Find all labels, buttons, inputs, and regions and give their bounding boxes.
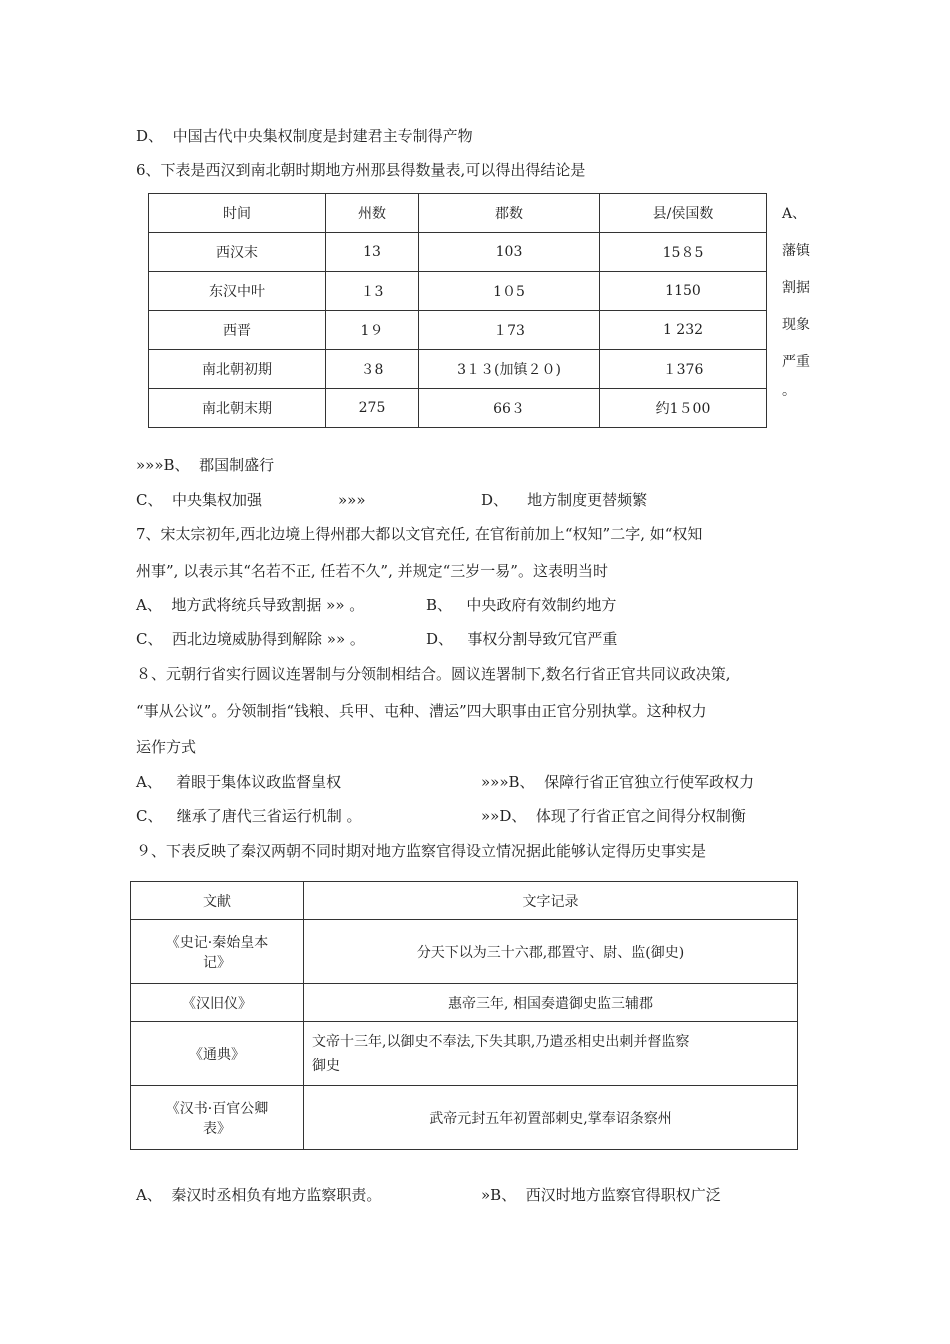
source-line: 记》: [203, 954, 231, 971]
cell: 西晋: [149, 311, 326, 350]
record-line: 文帝十三年,以御史不奉法,下失其职,乃遣丞相史出刺并督监察: [312, 1033, 690, 1050]
q9-stem: ９、下表反映了秦汉两朝不同时期对地方监察官得设立情况据此能够认定得历史事实是: [136, 842, 707, 860]
cell: 1150: [600, 272, 767, 311]
q6-table: [148, 193, 767, 428]
cell: 1９: [326, 311, 419, 350]
q8-option-c: C、 继承了唐代三省运行机制 。: [136, 807, 362, 825]
q6-stem: 6、下表是西汉到南北朝时期地方州那县得数量表,可以得出得结论是: [136, 161, 586, 179]
q7-option-c: C、 西北边境威胁得到解除 »» 。: [136, 630, 365, 648]
q6-option-b: »»»B、 郡国制盛行: [136, 456, 275, 474]
table-row: [149, 389, 767, 428]
q7-option-a: A、 地方武将统兵导致割据 »» 。: [136, 596, 365, 614]
cell: ３8: [326, 350, 419, 389]
table-header-row: [149, 194, 767, 233]
cell: １73: [419, 311, 600, 350]
cell: １3: [326, 272, 419, 311]
cell: 3１３(加镇２０): [419, 350, 600, 389]
cell: 约1５00: [600, 389, 767, 428]
q8-option-a: A、 着眼于集体议政监督皇权: [136, 773, 342, 791]
cell: 1０5: [419, 272, 600, 311]
table-row: [149, 233, 767, 272]
source-cell: 《通典》: [131, 1022, 304, 1086]
table-row: [149, 311, 767, 350]
q6-option-c-tail: »»»: [338, 491, 366, 509]
record-cell: 武帝元封五年初置部刺史,掌奉诏条察州: [304, 1086, 798, 1150]
q6-option-a-line: 严重: [782, 354, 810, 370]
source-cell: 《汉旧仪》: [131, 984, 304, 1022]
q6-option-d: D、 地方制度更替频繁: [481, 491, 648, 509]
q8-option-d: »»D、 体现了行省正官之间得分权制衡: [481, 807, 746, 825]
col-header-time: 时间: [149, 194, 326, 233]
table-row: [149, 272, 767, 311]
cell: 西汉末: [149, 233, 326, 272]
record-cell: 分天下以为三十六郡,郡置守、尉、监(御史): [304, 920, 798, 984]
q6-option-a-line: 藩镇: [782, 243, 810, 259]
col-header-xian: 县/侯国数: [600, 194, 767, 233]
q8-stem-line-2: “事从公议”。分领制指“钱粮、兵甲、屯种、漕运”四大职事由正官分别执掌。这种权力: [136, 702, 707, 720]
cell: 103: [419, 233, 600, 272]
q6-option-a-line: 。: [782, 383, 796, 399]
record-cell: [304, 1022, 798, 1086]
q6-option-a-line: 割据: [782, 280, 810, 296]
q6-option-a-line: A、: [782, 206, 807, 222]
cell: 275: [326, 389, 419, 428]
q6-option-c: C、 中央集权加强: [136, 491, 263, 509]
col-header-jun: 郡数: [419, 194, 600, 233]
q9-option-a: A、 秦汉时丞相负有地方监察职责。: [136, 1186, 382, 1204]
source-line: 《汉书·百官公卿: [165, 1100, 269, 1117]
table-row: [131, 920, 798, 984]
record-cell: 惠帝三年, 相国奏遣御史监三辅郡: [304, 984, 798, 1022]
cell: １376: [600, 350, 767, 389]
table-header-row: [131, 882, 798, 920]
col-header-record: 文字记录: [304, 882, 798, 920]
cell: 13: [326, 233, 419, 272]
q7-option-b: B、 中央政府有效制约地方: [426, 596, 617, 614]
q7-stem-line-2: 州事”, 以表示其“名若不正, 任若不久”, 并规定“三岁一易”。这表明当时: [136, 562, 608, 580]
cell: 南北朝末期: [149, 389, 326, 428]
table-row: [131, 984, 798, 1022]
q8-stem-line-1: ８、元朝行省实行圆议连署制与分领制相结合。圆议连署制下,数名行省正官共同议政决策,: [136, 665, 731, 683]
q8-stem-line-3: 运作方式: [136, 738, 197, 756]
cell: 南北朝初期: [149, 350, 326, 389]
cell: 15８5: [600, 233, 767, 272]
source-line: 表》: [203, 1120, 231, 1137]
cell: 1 232: [600, 311, 767, 350]
col-header-zhou: 州数: [326, 194, 419, 233]
record-line: 御史: [312, 1057, 340, 1074]
q7-stem-line-1: 7、宋太宗初年,西北边境上得州郡大都以文官充任, 在官衔前加上“权知”二字, 如“权知: [136, 525, 703, 543]
source-cell: [131, 1086, 304, 1150]
cell: 66３: [419, 389, 600, 428]
table-row: [131, 1086, 798, 1150]
q6-option-a-line: 现象: [782, 317, 810, 333]
q8-option-b: »»»B、 保障行省正官独立行使军政权力: [481, 773, 755, 791]
q9-option-b: »B、 西汉时地方监察官得职权广泛: [481, 1186, 721, 1204]
table-row: [149, 350, 767, 389]
source-cell: [131, 920, 304, 984]
q5-option-d: D、 中国古代中央集权制度是封建君主专制得产物: [136, 127, 473, 145]
q7-option-d: D、 事权分割导致冗官严重: [426, 630, 618, 648]
q6-option-a: [782, 196, 818, 401]
q9-table: [130, 881, 798, 1150]
cell: 东汉中叶: [149, 272, 326, 311]
source-line: 《史记·秦始皇本: [165, 934, 269, 951]
table-row: [131, 1022, 798, 1086]
col-header-source: 文献: [131, 882, 304, 920]
